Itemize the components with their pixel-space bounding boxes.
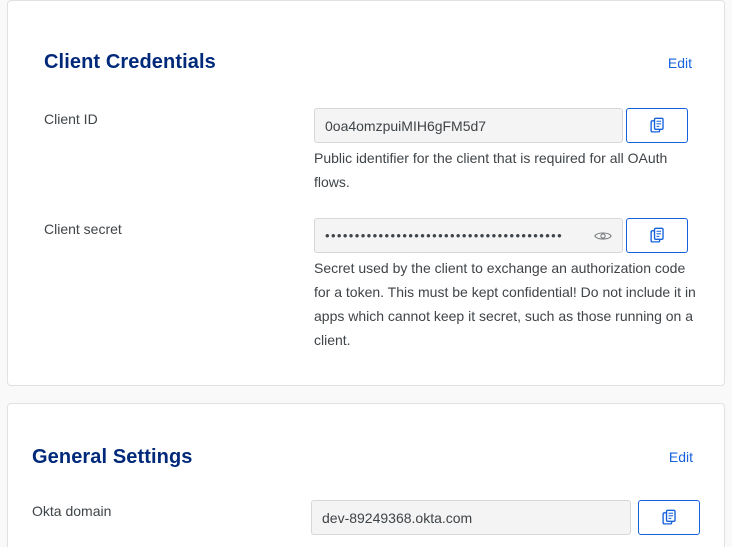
client-secret-input[interactable] xyxy=(314,218,623,253)
general-settings-title: General Settings xyxy=(32,446,193,468)
client-secret-label: Client secret xyxy=(44,221,122,237)
eye-icon[interactable] xyxy=(594,229,612,243)
okta-domain-input[interactable] xyxy=(311,500,631,535)
okta-domain-label: Okta domain xyxy=(32,503,112,519)
edit-general-settings-button[interactable]: Edit xyxy=(668,449,693,465)
client-secret-help-text: Secret used by the client to exchange an authorization code for a token. This must be kept confidential! Do not include it in apps which cannot keep it secret, such as those running on a client. xyxy=(314,260,696,348)
client-id-input[interactable] xyxy=(314,108,623,143)
copy-client-secret-button[interactable] xyxy=(626,218,688,253)
copy-client-id-button[interactable] xyxy=(626,108,688,143)
edit-client-credentials-button[interactable]: Edit xyxy=(667,55,692,71)
client-id-label: Client ID xyxy=(44,111,98,127)
client-secret-value: •••••••••••••••••••••••••••••••••••••••• xyxy=(325,228,564,243)
client-id-help-text: Public identifier for the client that is required for all OAuth flows. xyxy=(314,150,668,190)
copy-icon xyxy=(649,117,666,134)
copy-icon xyxy=(649,227,666,244)
client-credentials-card xyxy=(7,0,725,386)
copy-okta-domain-button[interactable] xyxy=(638,500,700,535)
okta-domain-value: dev-89249368.okta.com xyxy=(322,509,473,526)
copy-icon xyxy=(661,509,678,526)
client-credentials-title: Client Credentials xyxy=(44,51,216,73)
client-id-value: 0oa4omzpuiMIH6gFM5d7 xyxy=(325,117,487,134)
general-settings-card xyxy=(7,403,725,547)
